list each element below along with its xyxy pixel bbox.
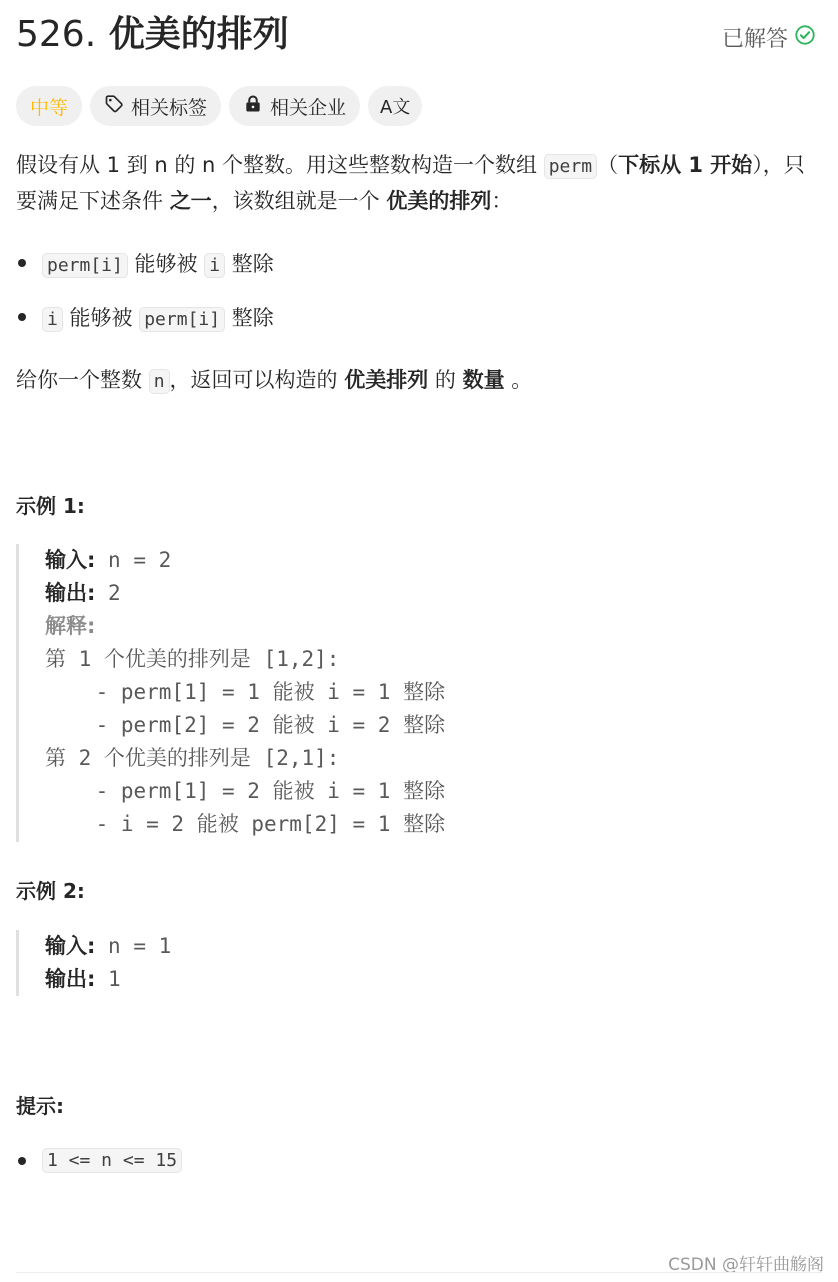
problem-description (16, 148, 806, 219)
explanation-line: 第 1 个优美的排列是 [1,2]: (45, 647, 340, 671)
input-value: n = 1 (95, 934, 172, 958)
example-output (45, 963, 171, 996)
related-topics-label: 相关标签 (131, 96, 208, 119)
tag-icon (104, 94, 124, 119)
list-item-text: 整除 (231, 252, 274, 276)
inline-code: 1 <= n <= 15 (42, 1148, 182, 1173)
input-label: 输入: (45, 934, 96, 958)
list-item (16, 248, 274, 278)
output-label: 输出: (45, 581, 96, 605)
description-text: 给你一个整数 (16, 368, 149, 392)
divider (16, 1272, 822, 1273)
example-input (45, 544, 445, 577)
lock-icon (243, 94, 263, 119)
problem-header (16, 10, 816, 62)
watermark: CSDN @轩轩曲觞阁 (668, 1255, 824, 1275)
example-1-heading: 示例 1: (16, 494, 85, 518)
output-value: 1 (95, 967, 121, 991)
check-circle-icon (794, 24, 816, 52)
tag-row (16, 86, 422, 126)
bold-text: 优美排列 (344, 368, 429, 392)
description-text: 。 (504, 368, 533, 392)
solved-status-label: 已解答 (721, 27, 788, 52)
inline-code: perm[i] (42, 253, 128, 278)
example-input (45, 930, 171, 963)
bold-text: 之一 (169, 189, 212, 213)
inline-code: perm[i] (139, 307, 225, 332)
description-text: 假设有从 1 到 n 的 n 个整数。用这些整数构造一个数组 (16, 153, 544, 177)
description-text: ，该数组就是一个 (211, 189, 387, 213)
problem-title (16, 10, 289, 60)
bullet-dot (18, 259, 26, 267)
bullet-dot (18, 1157, 26, 1165)
related-topics-button[interactable] (90, 86, 221, 126)
explanation-line: 第 2 个优美的排列是 [2,1]: (45, 746, 340, 770)
inline-code: i (42, 307, 63, 332)
constraints-heading: 提示: (16, 1094, 64, 1118)
output-label: 输出: (45, 967, 96, 991)
description-text: （ (597, 153, 619, 177)
list-item-text: 整除 (231, 306, 274, 330)
inline-code: i (204, 253, 225, 278)
translate-button[interactable] (368, 86, 422, 126)
explanation-line: - perm[1] = 2 能被 i = 1 整除 (45, 779, 446, 803)
output-value: 2 (95, 581, 121, 605)
solved-status (722, 22, 816, 53)
related-companies-button[interactable] (229, 86, 360, 126)
example-1-block (16, 544, 445, 842)
bullet-dot (18, 313, 26, 321)
list-item-text: 能够被 (134, 252, 198, 276)
bold-text: 优美的排列 (386, 189, 492, 213)
input-value: n = 2 (95, 548, 172, 572)
example-2-block (16, 930, 171, 996)
task-paragraph (16, 364, 532, 394)
explanation-line: - perm[2] = 2 能被 i = 2 整除 (45, 713, 446, 737)
explanation-line: - perm[1] = 1 能被 i = 1 整除 (45, 680, 446, 704)
problem-title-text: 优美的排列 (108, 14, 289, 55)
translate-icon: A文 (380, 97, 411, 118)
bold-text: 下标从 1 开始 (618, 153, 753, 177)
list-item (16, 1148, 182, 1173)
related-companies-label: 相关企业 (270, 96, 347, 119)
description-text: 的 (428, 368, 463, 392)
input-label: 输入: (45, 548, 96, 572)
list-item (16, 302, 274, 332)
description-text: ，返回可以构造的 (169, 368, 345, 392)
example-explanation-label (45, 610, 445, 643)
example-2-heading: 示例 2: (16, 879, 85, 903)
difficulty-badge[interactable] (16, 86, 82, 126)
difficulty-label: 中等 (30, 96, 69, 119)
explanation-line: - i = 2 能被 perm[2] = 1 整除 (45, 812, 446, 836)
example-output (45, 577, 445, 610)
problem-number: 526. (16, 14, 97, 55)
description-text: ），只要满足下述条件 (16, 153, 805, 213)
bold-text: 数量 (462, 368, 505, 392)
description-paragraph (16, 148, 806, 219)
list-item-text: 能够被 (69, 306, 133, 330)
inline-code: perm (544, 154, 597, 179)
explanation-label: 解释: (45, 614, 96, 638)
inline-code: n (149, 369, 170, 394)
description-text: ： (491, 189, 513, 213)
